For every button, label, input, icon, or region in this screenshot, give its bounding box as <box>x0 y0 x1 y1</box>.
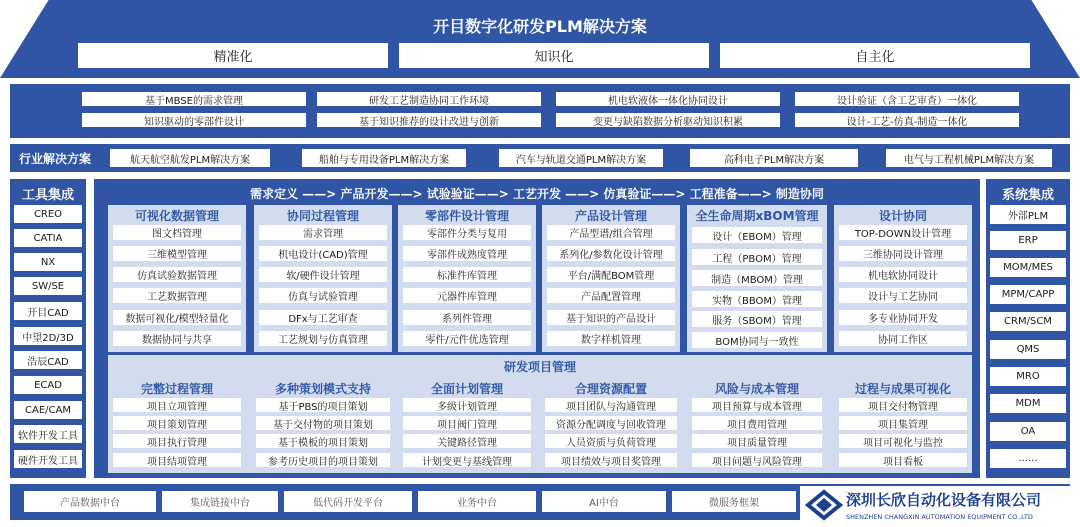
project-item: 多级计划管理 <box>403 398 531 412</box>
project-item: 项目绩效与项目奖管理 <box>545 453 677 467</box>
module-item: 数据协同与共享 <box>113 331 241 346</box>
module-item: 制造（MBOM）管理 <box>692 270 822 286</box>
module-title: 全生命周期xBOM管理 <box>695 209 819 223</box>
industry-label: 行业解决方案 <box>18 151 91 166</box>
module-item: 实物（BBOM）管理 <box>692 291 822 307</box>
feature-item: 基于MBSE的需求管理 <box>82 92 306 106</box>
tool-item: SW/SE <box>14 277 82 295</box>
module-item: 基于知识的产品设计 <box>547 310 675 325</box>
system-item: ERP <box>990 231 1066 250</box>
tool-item: CATIA <box>14 229 82 247</box>
system-item: ...... <box>990 449 1066 468</box>
module-item: 系列化/参数化设计管理 <box>547 246 675 261</box>
module-item: 仿真试验数据管理 <box>113 267 241 282</box>
module-item: 平台/满配BOM管理 <box>547 267 675 282</box>
tool-item: NX <box>14 253 82 271</box>
project-item: 项目交付物管理 <box>839 398 967 412</box>
project-column-title: 过程与成果可视化 <box>854 382 951 396</box>
module-item: 机电设计(CAD)管理 <box>259 246 387 261</box>
module-item: 零件/元件优选管理 <box>403 331 531 346</box>
project-item: 基于交付物的项目策划 <box>256 416 390 430</box>
module-item: TOP-DOWN设计管理 <box>839 225 967 240</box>
module-item: DFx与工艺审查 <box>259 310 387 325</box>
project-item: 资源分配调度与回收管理 <box>545 416 677 430</box>
feature-item: 基于知识推荐的设计改进与创新 <box>317 113 541 127</box>
tool-item: 浩辰CAD <box>14 351 82 369</box>
module-item: BOM协同与一致性 <box>692 332 822 348</box>
pillar-autonomy: 自主化 <box>720 43 1030 68</box>
feature-item: 设计-工艺-仿真-制造一体化 <box>795 113 1019 127</box>
system-item: MDM <box>990 394 1066 413</box>
tool-item: 软件开发工具 <box>14 425 82 443</box>
module-title: 产品设计管理 <box>574 209 647 223</box>
pillar-knowledge: 知识化 <box>399 43 709 68</box>
feature-item: 知识驱动的零部件设计 <box>82 113 306 127</box>
industry-item: 高科电子PLM解决方案 <box>690 149 858 167</box>
feature-item: 机电软液体一体化协同设计 <box>556 92 780 106</box>
system-item: MPM/CAPP <box>990 285 1066 304</box>
module-item: 三维模型管理 <box>113 246 241 261</box>
module-title: 零部件设计管理 <box>424 209 509 223</box>
module-title: 可视化数据管理 <box>134 209 219 223</box>
project-item: 项目策划管理 <box>113 416 241 430</box>
project-item: 项目问题与风险管理 <box>692 453 822 467</box>
project-item: 项目费用管理 <box>692 416 822 430</box>
module-item: 图文档管理 <box>113 225 241 240</box>
feature-item: 研发工艺制造协同工作环境 <box>317 92 541 106</box>
system-item: CRM/SCM <box>990 312 1066 331</box>
project-item: 项目集管理 <box>839 416 967 430</box>
project-column-title: 合理资源配置 <box>574 382 647 396</box>
systems-title: 系统集成 <box>1001 187 1054 203</box>
tool-item: 中望2D/3D <box>14 327 82 345</box>
module-item: 三维协同设计管理 <box>839 246 967 261</box>
feature-item: 设计验证（含工艺审查）一体化 <box>795 92 1019 106</box>
tools-title: 工具集成 <box>21 187 74 203</box>
module-item: 产品配置管理 <box>547 288 675 303</box>
project-item: 计划变更与基线管理 <box>403 453 531 467</box>
module-item: 机电软协同设计 <box>839 267 967 282</box>
module-item: 标准件库管理 <box>403 267 531 282</box>
project-item: 项目质量管理 <box>692 434 822 448</box>
industry-item: 汽车与轨道交通PLM解决方案 <box>499 149 663 167</box>
platform-item: 业务中台 <box>418 491 536 512</box>
tool-item: CREO <box>14 205 82 223</box>
module-item: 需求管理 <box>259 225 387 240</box>
module-item: 零部件成熟度管理 <box>403 246 531 261</box>
module-title: 协同过程管理 <box>286 209 359 223</box>
module-item: 软/硬件设计管理 <box>259 267 387 282</box>
platform-item: 产品数据中台 <box>24 491 156 512</box>
module-item: 仿真与试验管理 <box>259 288 387 303</box>
platform-item: 低代码开发平台 <box>284 491 412 512</box>
project-item: 项目团队与沟通管理 <box>545 398 677 412</box>
platform-item: AI中台 <box>542 491 666 512</box>
module-item: 多专业协同开发 <box>839 310 967 325</box>
module-item: 工艺规划与仿真管理 <box>259 331 387 346</box>
system-item: 外部PLM <box>990 205 1066 224</box>
module-item: 设计与工艺协同 <box>839 288 967 303</box>
project-item: 关键路径管理 <box>403 434 531 448</box>
project-item: 项目可视化与监控 <box>839 434 967 448</box>
tool-item: 开目CAD <box>14 302 82 320</box>
module-item: 数据可视化/模型轻量化 <box>113 310 241 325</box>
tool-item: ECAD <box>14 376 82 394</box>
project-item: 基于模板的项目策划 <box>256 434 390 448</box>
module-item: 系列件管理 <box>403 310 531 325</box>
system-item: OA <box>990 422 1066 441</box>
module-item: 零部件分类与复用 <box>403 225 531 240</box>
project-item: 项目执行管理 <box>113 434 241 448</box>
industry-item: 船舶与专用设备PLM解决方案 <box>302 149 466 167</box>
project-column-title: 多种策划模式支持 <box>274 382 371 396</box>
module-title: 设计协同 <box>878 209 927 223</box>
project-column-title: 完整过程管理 <box>140 382 213 396</box>
project-item: 项目预算与成本管理 <box>692 398 822 412</box>
company-name-cn: 深圳长欣自动化设备有限公司 <box>846 491 1042 509</box>
process-flow: 需求定义 ——> 产品开发——> 试验验证——> 工艺开发 ——> 仿真验证——> 工程准备——> 制造协同 <box>250 186 824 201</box>
module-item: 产品型谱/组合管理 <box>547 225 675 240</box>
page-title: 开目数字化研发PLM解决方案 <box>433 16 647 36</box>
module-item: 数字样机管理 <box>547 331 675 346</box>
project-item: 项目看板 <box>839 453 967 467</box>
tool-item: 硬件开发工具 <box>14 450 82 468</box>
industry-item: 电气与工程机械PLM解决方案 <box>886 149 1052 167</box>
project-item: 人员资质与负荷管理 <box>545 434 677 448</box>
system-item: QMS <box>990 340 1066 359</box>
system-item: MRO <box>990 367 1066 386</box>
module-item: 工程（PBOM）管理 <box>692 249 822 265</box>
pillar-precision: 精准化 <box>78 43 388 68</box>
module-item: 工艺数据管理 <box>113 288 241 303</box>
company-logo-icon <box>804 488 844 522</box>
project-item: 项目立项管理 <box>113 398 241 412</box>
module-item: 服务（SBOM）管理 <box>692 311 822 327</box>
module-item: 元器件库管理 <box>403 288 531 303</box>
industry-item: 航天航空航发PLM解决方案 <box>110 149 270 167</box>
project-item: 项目阀门管理 <box>403 416 531 430</box>
company-name-en: SHENZHEN CHANGXIN AUTOMATION EQUIPMENT CO.,LTD <box>846 513 1033 521</box>
tool-item: CAE/CAM <box>14 401 82 419</box>
feature-item: 变更与缺陷数据分析驱动知识积累 <box>556 113 780 127</box>
project-column-title: 全面计划管理 <box>430 382 503 396</box>
module-item: 协同工作区 <box>839 331 967 346</box>
project-item: 参考历史项目的项目策划 <box>256 453 390 467</box>
project-title: 研发项目管理 <box>503 360 576 374</box>
module-item: 设计（EBOM）管理 <box>692 227 822 243</box>
system-item: MOM/MES <box>990 258 1066 277</box>
project-column-title: 风险与成本管理 <box>714 382 799 396</box>
project-item: 项目结项管理 <box>113 453 241 467</box>
platform-item: 微服务框架 <box>672 491 796 512</box>
platform-item: 集成链接中台 <box>162 491 278 512</box>
project-item: 基于PBS的项目策划 <box>256 398 390 412</box>
